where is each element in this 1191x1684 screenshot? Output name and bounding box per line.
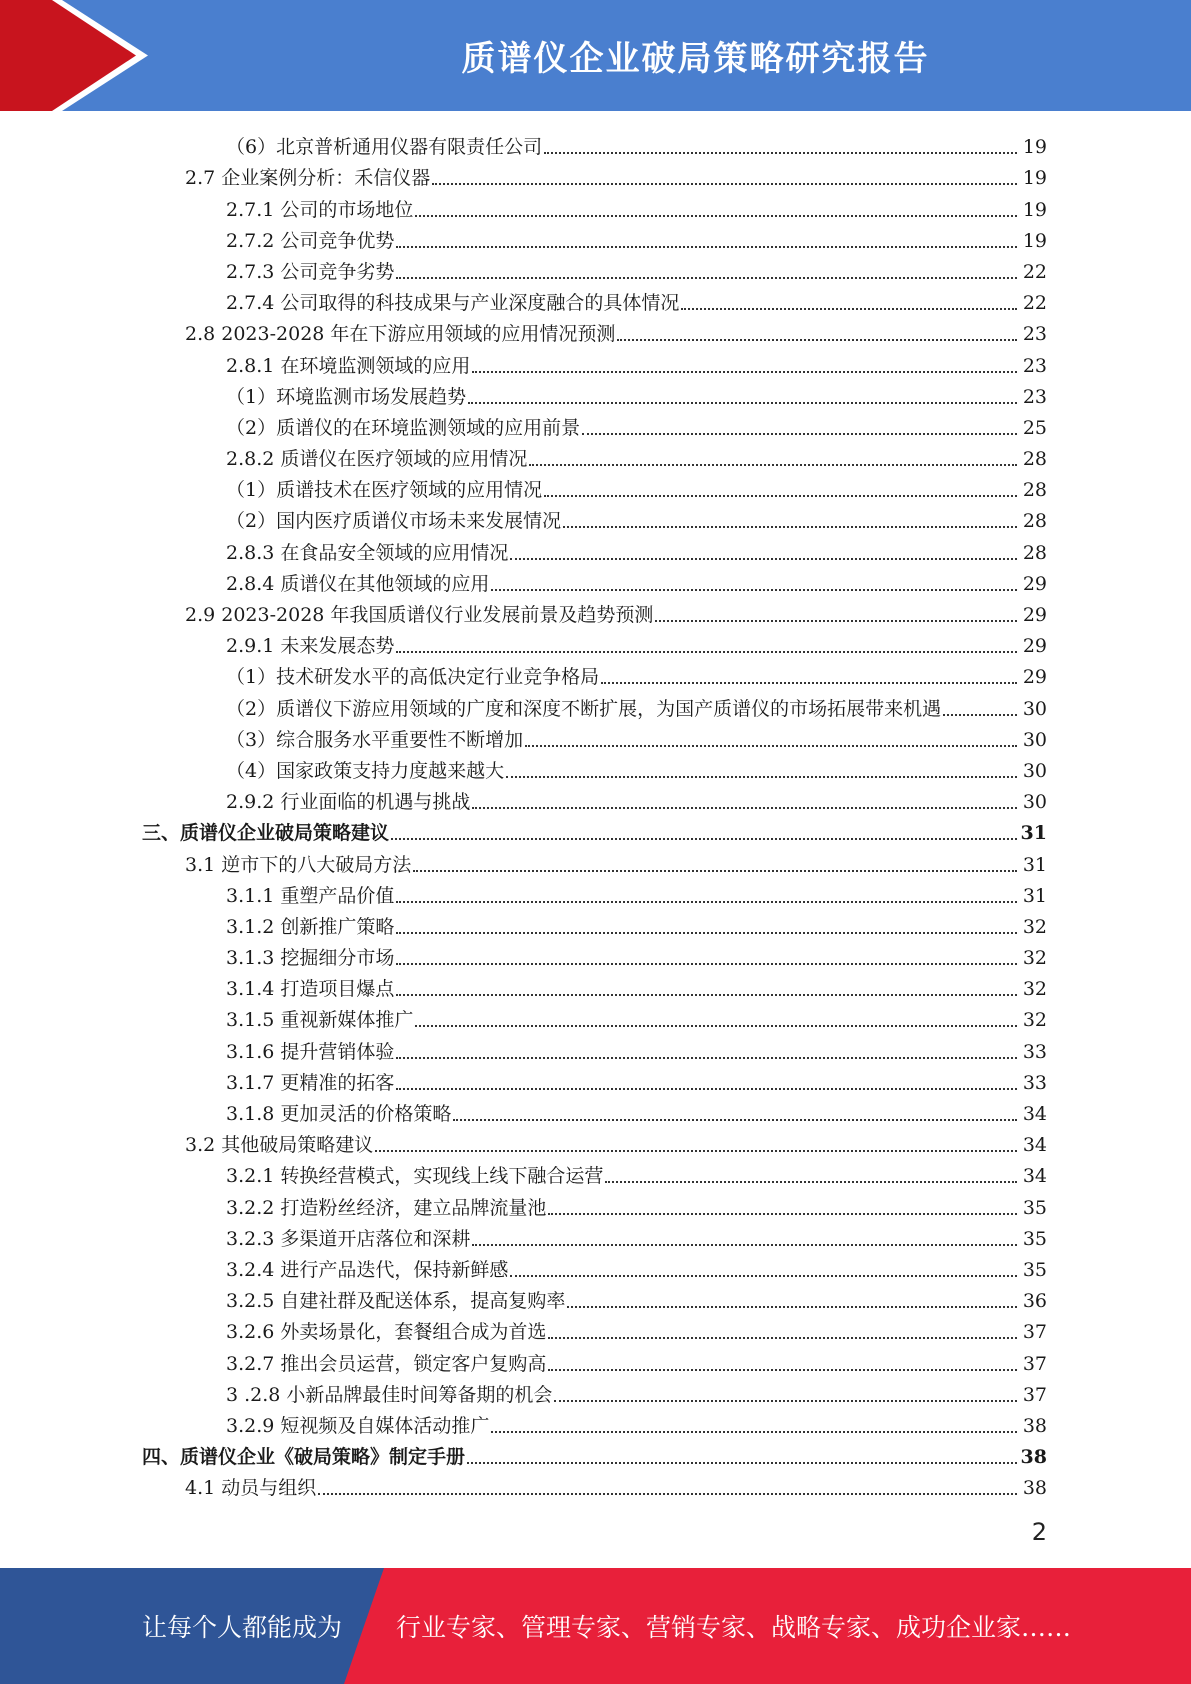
toc-dot-leader xyxy=(468,402,1017,404)
page-number: 2 xyxy=(1031,1518,1047,1546)
toc-entry[interactable] xyxy=(0,314,1191,345)
toc-dot-leader xyxy=(510,558,1017,560)
toc-entry-page: 34 xyxy=(1022,1165,1047,1188)
toc-dot-leader xyxy=(525,745,1017,747)
toc-dot-leader xyxy=(544,152,1017,154)
toc-entry-title: 3.2.9 短视频及自媒体活动推广 xyxy=(226,1414,490,1437)
toc-entry-title: 三、质谱仪企业破局策略建议 xyxy=(142,822,390,845)
toc-entry[interactable] xyxy=(0,1343,1191,1374)
toc-entry-title: 3.1 逆市下的八大破局方法 xyxy=(185,853,412,876)
toc-entry-page: 34 xyxy=(1022,1134,1047,1157)
toc-entry-title: 2.8.3 在食品安全领域的应用情况 xyxy=(226,541,509,564)
toc-entry-page: 28 xyxy=(1022,448,1047,471)
toc-entry[interactable] xyxy=(0,439,1191,470)
toc-entry-title: （2）质谱仪的在环境监测领域的应用前景 xyxy=(226,416,581,439)
toc-entry-title: （3）综合服务水平重要性不断增加 xyxy=(226,728,524,751)
toc-dot-leader xyxy=(605,1181,1017,1183)
toc-entry-title: 2.9 2023-2028 年我国质谱仪行业发展前景及趋势预测 xyxy=(185,604,654,626)
toc-entry-title: （2）质谱仪下游应用领域的广度和深度不断扩展，为国产质谱仪的市场拓展带来机遇 xyxy=(226,697,942,720)
toc-entry-page: 29 xyxy=(1022,572,1047,595)
toc-dot-leader xyxy=(601,682,1017,684)
toc-entry-title: 2.7 企业案例分析：禾信仪器 xyxy=(185,167,431,190)
toc-dot-leader xyxy=(391,838,1017,840)
toc-entry-title: 2.7.1 公司的市场地位 xyxy=(226,198,414,221)
toc-entry-title: 3 .2.8 小新品牌最佳时间筹备期的机会 xyxy=(226,1383,553,1406)
toc-dot-leader xyxy=(548,1337,1017,1339)
toc-entry[interactable] xyxy=(0,1094,1191,1125)
toc-entry-title: 3.2.2 打造粉丝经济，建立品牌流量池 xyxy=(226,1196,547,1219)
toc-entry[interactable] xyxy=(0,938,1191,969)
toc-entry-title: 3.2.5 自建社群及配送体系，提高复购率 xyxy=(226,1290,566,1313)
toc-entry-title: 3.2 其他破局策略建议 xyxy=(185,1134,374,1157)
toc-entry-page: 30 xyxy=(1022,728,1047,751)
toc-entry-title: 2.9.2 行业面临的机遇与挑战 xyxy=(226,791,471,814)
toc-dot-leader xyxy=(472,807,1017,809)
toc-entry-page: 30 xyxy=(1022,791,1047,814)
toc-entry-title: 3.2.1 转换经营模式，实现线上线下融合运营 xyxy=(226,1165,604,1188)
toc-entry-title: 3.1.7 更精准的拓客 xyxy=(226,1071,395,1094)
toc-dot-leader xyxy=(544,495,1017,497)
toc-entry-title: （1）质谱技术在医疗领域的应用情况 xyxy=(226,479,543,502)
toc-entry[interactable] xyxy=(0,907,1191,938)
toc-entry-title: 3.2.6 外卖场景化，套餐组合成为首选 xyxy=(226,1321,547,1344)
toc-entry[interactable] xyxy=(0,969,1191,1000)
toc-dot-leader xyxy=(396,277,1017,279)
toc-dot-leader xyxy=(396,1088,1017,1090)
toc-entry-page: 37 xyxy=(1022,1321,1047,1344)
footer-slogan-left: 让每个人都能成为 xyxy=(142,1613,343,1642)
toc-entry[interactable] xyxy=(0,189,1191,220)
toc-entry[interactable] xyxy=(0,751,1191,782)
toc-dot-leader xyxy=(655,620,1017,622)
toc-entry-page: 19 xyxy=(1022,136,1047,159)
toc-entry-title: 2.8 2023-2028 年在下游应用领域的应用情况预测 xyxy=(185,323,616,346)
toc-entry[interactable] xyxy=(0,1219,1191,1250)
toc-entry-page: 30 xyxy=(1022,697,1047,720)
toc-entry[interactable] xyxy=(0,1437,1191,1468)
toc-dot-leader xyxy=(506,776,1017,778)
toc-dot-leader xyxy=(472,371,1017,373)
toc-entry-page: 23 xyxy=(1022,385,1047,408)
toc-entry-page: 29 xyxy=(1022,666,1047,689)
toc-entry-title: （2）国内医疗质谱仪市场未来发展情况 xyxy=(226,510,562,533)
toc-dot-leader xyxy=(432,183,1017,185)
toc-entry[interactable] xyxy=(0,127,1191,158)
toc-entry-title: 四、质谱仪企业《破局策略》制定手册 xyxy=(142,1446,466,1469)
toc-dot-leader xyxy=(396,1057,1017,1059)
toc-entry[interactable] xyxy=(0,844,1191,875)
toc-entry-page: 38 xyxy=(1022,1477,1047,1500)
toc-entry-title: （4）国家政策支持力度越来越大 xyxy=(226,759,505,782)
toc-entry-title: 3.1.2 创新推广策略 xyxy=(226,915,395,938)
toc-entry-page: 31 xyxy=(1022,884,1047,907)
toc-entry-page: 19 xyxy=(1022,229,1047,252)
toc-dot-leader xyxy=(548,1369,1017,1371)
toc-dot-leader xyxy=(467,1462,1017,1464)
toc-dot-leader xyxy=(453,1119,1017,1121)
toc-entry-page: 36 xyxy=(1022,1290,1047,1313)
toc-entry-title: （1）技术研发水平的高低决定行业竞争格局 xyxy=(226,666,600,689)
toc-dot-leader xyxy=(396,932,1017,934)
toc-entry-title: 2.8.1 在环境监测领域的应用 xyxy=(226,354,471,377)
toc-entry-page: 28 xyxy=(1022,541,1047,564)
toc-entry-title: 2.7.4 公司取得的科技成果与产业深度融合的具体情况 xyxy=(226,292,680,315)
toc-entry[interactable] xyxy=(0,1312,1191,1343)
toc-dot-leader xyxy=(396,994,1017,996)
toc-entry-title: 3.1.3 挖掘细分市场 xyxy=(226,947,395,970)
toc-entry-page: 37 xyxy=(1022,1383,1047,1406)
toc-dot-leader xyxy=(943,714,1017,716)
toc-dot-leader xyxy=(510,1275,1017,1277)
toc-entry[interactable] xyxy=(0,532,1191,563)
toc-entry-page: 28 xyxy=(1022,510,1047,533)
toc-entry-page: 35 xyxy=(1022,1258,1047,1281)
toc-entry-title: 3.2.4 进行产品迭代，保持新鲜感 xyxy=(226,1258,509,1281)
toc-entry-page: 32 xyxy=(1022,915,1047,938)
toc-dot-leader xyxy=(529,464,1017,466)
toc-entry[interactable] xyxy=(0,1187,1191,1218)
toc-dot-leader xyxy=(491,589,1017,591)
toc-entry[interactable] xyxy=(0,688,1191,719)
toc-entry[interactable] xyxy=(0,221,1191,252)
toc-entry[interactable] xyxy=(0,345,1191,376)
toc-entry-page: 35 xyxy=(1022,1227,1047,1250)
toc-entry[interactable] xyxy=(0,657,1191,688)
toc-dot-leader xyxy=(567,1306,1017,1308)
toc-entry[interactable] xyxy=(0,1156,1191,1187)
toc-entry[interactable] xyxy=(0,470,1191,501)
toc-entry-title: 4.1 动员与组织 xyxy=(185,1477,317,1500)
toc-entry-page: 35 xyxy=(1022,1196,1047,1219)
toc-dot-leader xyxy=(396,651,1017,653)
toc-entry[interactable] xyxy=(0,408,1191,439)
toc-entry-page: 28 xyxy=(1022,479,1047,502)
toc-dot-leader xyxy=(415,1025,1017,1027)
toc-entry[interactable] xyxy=(0,720,1191,751)
toc-dot-leader xyxy=(617,339,1017,341)
toc-entry[interactable] xyxy=(0,564,1191,595)
report-title: 质谱仪企业破局策略研究报告 xyxy=(461,39,930,79)
toc-entry-page: 29 xyxy=(1022,635,1047,658)
toc-dot-leader xyxy=(413,870,1017,872)
toc-entry[interactable] xyxy=(0,1031,1191,1062)
toc-entry-title: 2.8.4 质谱仪在其他领域的应用 xyxy=(226,572,490,595)
toc-entry[interactable] xyxy=(0,595,1191,626)
toc-dot-leader xyxy=(491,1431,1017,1433)
toc-entry-page: 34 xyxy=(1022,1103,1047,1125)
toc-entry-title: 3.1.1 重塑产品价值 xyxy=(226,884,395,907)
toc-entry[interactable] xyxy=(0,1281,1191,1312)
toc-entry[interactable] xyxy=(0,876,1191,907)
toc-entry-title: 3.1.6 提升营销体验 xyxy=(226,1040,395,1063)
toc-entry-title: 2.8.2 质谱仪在医疗领域的应用情况 xyxy=(226,448,528,471)
toc-entry-page: 31 xyxy=(1022,853,1047,876)
toc-entry-page: 29 xyxy=(1022,604,1047,626)
toc-entry[interactable] xyxy=(0,377,1191,408)
footer-slogan-right: 行业专家、管理专家、营销专家、战略专家、成功企业家…… xyxy=(396,1613,1072,1642)
toc-entry-title: 3.2.7 推出会员运营，锁定客户复购高 xyxy=(226,1352,547,1375)
report-footer xyxy=(0,1568,1191,1684)
toc-entry[interactable] xyxy=(0,283,1191,314)
toc-entry-title: 2.7.2 公司竞争优势 xyxy=(226,229,395,252)
toc-dot-leader xyxy=(396,901,1017,903)
toc-entry-page: 38 xyxy=(1020,1446,1047,1469)
toc-entry-title: （6）北京普析通用仪器有限责任公司 xyxy=(226,136,543,159)
toc-dot-leader xyxy=(582,433,1017,435)
toc-entry[interactable] xyxy=(0,158,1191,189)
toc-entry-page: 19 xyxy=(1022,198,1047,221)
toc-entry-page: 32 xyxy=(1022,1009,1047,1032)
toc-entry-page: 30 xyxy=(1022,759,1047,782)
toc-entry[interactable] xyxy=(0,1250,1191,1281)
toc-entry-title: 3.1.4 打造项目爆点 xyxy=(226,978,395,1001)
toc-entry-page: 33 xyxy=(1022,1071,1047,1094)
toc-entry[interactable] xyxy=(0,1406,1191,1437)
toc-entry-page: 31 xyxy=(1020,822,1047,845)
toc-entry-title: 3.1.5 重视新媒体推广 xyxy=(226,1009,414,1032)
header-arrow-icon xyxy=(0,0,160,111)
toc-entry[interactable] xyxy=(0,782,1191,813)
toc-entry-page: 23 xyxy=(1022,323,1047,346)
toc-entry[interactable] xyxy=(0,501,1191,532)
toc-entry[interactable] xyxy=(0,1063,1191,1094)
toc-entry-page: 23 xyxy=(1022,354,1047,377)
toc-dot-leader xyxy=(554,1400,1017,1402)
toc-entry-page: 19 xyxy=(1022,167,1047,190)
toc-entry-title: 3.2.3 多渠道开店落位和深耕 xyxy=(226,1227,471,1250)
toc-entry-title: 2.7.3 公司竞争劣势 xyxy=(226,260,395,283)
toc-entry[interactable] xyxy=(0,1375,1191,1406)
toc-dot-leader xyxy=(472,1244,1017,1246)
toc-entry-page: 32 xyxy=(1022,947,1047,970)
toc-entry[interactable] xyxy=(0,1468,1191,1499)
toc-entry-page: 22 xyxy=(1022,292,1047,315)
toc-entry[interactable] xyxy=(0,626,1191,657)
report-header xyxy=(0,0,1191,111)
toc-dot-leader xyxy=(563,526,1017,528)
toc-dot-leader xyxy=(415,215,1017,217)
toc-entry[interactable] xyxy=(0,1125,1191,1156)
table-of-contents xyxy=(0,127,1191,1499)
toc-entry-page: 25 xyxy=(1022,416,1047,439)
toc-dot-leader xyxy=(681,308,1017,310)
toc-entry-title: （1）环境监测市场发展趋势 xyxy=(226,385,467,408)
toc-dot-leader xyxy=(318,1493,1017,1495)
toc-entry-page: 22 xyxy=(1022,260,1047,283)
toc-entry-page: 32 xyxy=(1022,978,1047,1001)
toc-dot-leader xyxy=(396,246,1017,248)
toc-entry-page: 33 xyxy=(1022,1040,1047,1063)
toc-entry[interactable] xyxy=(0,252,1191,283)
toc-entry-page: 37 xyxy=(1022,1352,1047,1375)
toc-entry-page: 38 xyxy=(1022,1414,1047,1437)
toc-entry-title: 3.1.8 更加灵活的价格策略 xyxy=(226,1103,452,1125)
toc-entry[interactable] xyxy=(0,813,1191,844)
toc-entry-title: 2.9.1 未来发展态势 xyxy=(226,635,395,658)
toc-dot-leader xyxy=(548,1213,1017,1215)
toc-dot-leader xyxy=(375,1150,1017,1152)
toc-dot-leader xyxy=(396,963,1017,965)
toc-entry[interactable] xyxy=(0,1000,1191,1031)
